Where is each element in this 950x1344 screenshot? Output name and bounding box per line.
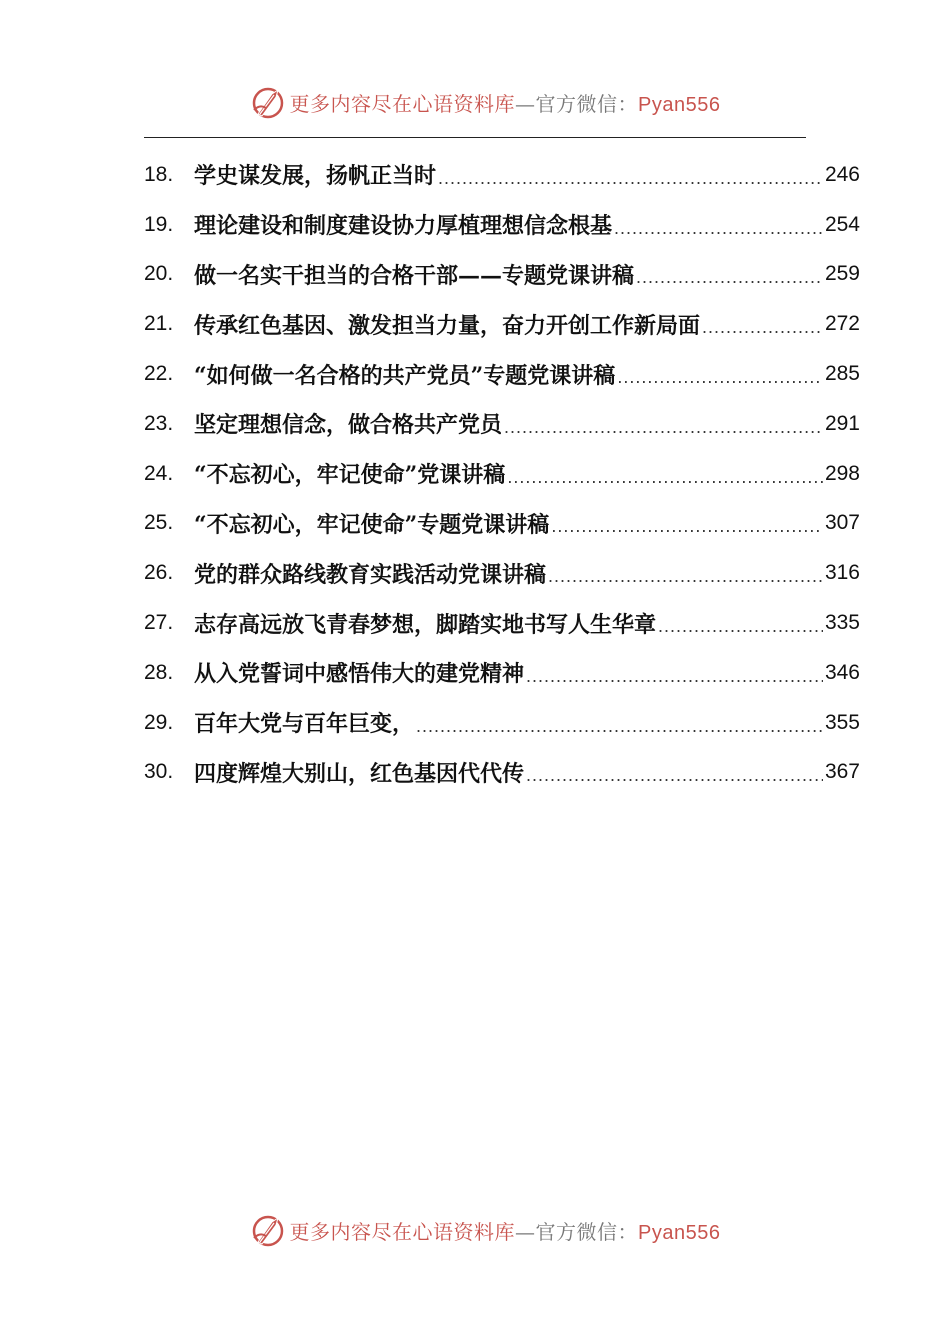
toc-entry-number: 27.	[144, 611, 174, 635]
toc-entry-title: 做一名实干担当的合格干部——专题党课讲稿	[194, 262, 635, 289]
toc-dot-leader	[507, 462, 823, 486]
banner-main-text: 更多内容尽在心语资料库	[289, 91, 516, 116]
banner-main-text: 更多内容尽在心语资料库	[289, 1219, 516, 1244]
toc-dot-leader	[526, 760, 823, 784]
toc-dot-leader	[526, 661, 823, 685]
toc-dot-leader	[636, 262, 823, 286]
toc-entry-number: 28.	[144, 660, 174, 684]
toc-entry-page: 355	[824, 710, 860, 734]
toc-entry[interactable]	[144, 748, 860, 798]
toc-entry-page: 291	[824, 411, 860, 435]
toc-dot-leader	[548, 561, 823, 585]
toc-entry[interactable]	[144, 250, 860, 300]
toc-entry[interactable]	[144, 698, 860, 748]
toc-entry-title: 坚定理想信念，做合格共产党员	[194, 412, 503, 439]
toc-dot-leader	[504, 412, 823, 436]
toc-entry-number: 20.	[144, 262, 174, 286]
toc-entry-number: 25.	[144, 511, 174, 535]
toc-dot-leader	[702, 312, 823, 336]
toc-entry-title: 传承红色基因、激发担当力量，奋力开创工作新局面	[194, 312, 701, 339]
toc-entry-title: 志存高远放飞青春梦想，脚踏实地书写人生华章	[194, 611, 657, 638]
toc-entry-page: 316	[824, 561, 860, 585]
toc-entry-number: 23.	[144, 411, 174, 435]
toc-entry-title: “如何做一名合格的共产党员”专题党课讲稿	[194, 362, 616, 389]
toc-entry-title: “不忘初心，牢记使命”专题党课讲稿	[194, 511, 550, 538]
pen-nib-logo-icon	[250, 1212, 286, 1248]
toc-entry-number: 18.	[144, 162, 174, 186]
banner-official-text: —官方微信：	[515, 91, 639, 116]
banner-wechat-id: Pyan556	[638, 1221, 721, 1244]
toc-entry-number: 21.	[144, 312, 174, 336]
toc-entry-number: 26.	[144, 561, 174, 585]
toc-entry[interactable]	[144, 449, 860, 499]
toc-entry-title: 理论建设和制度建设协力厚植理想信念根基	[194, 213, 613, 240]
header-banner-text	[290, 88, 721, 117]
toc-entry-page: 367	[824, 760, 860, 784]
toc-entry-title: 学史谋发展，扬帆正当时	[194, 163, 437, 190]
toc-entry[interactable]	[144, 150, 860, 200]
toc-entry-page: 285	[824, 362, 860, 386]
toc-entry-page: 298	[824, 461, 860, 485]
toc-entry-page: 259	[824, 262, 860, 286]
header-banner-content	[250, 84, 721, 120]
toc-entry-page: 272	[824, 312, 860, 336]
toc-entry-title: “不忘初心，牢记使命”党课讲稿	[194, 462, 506, 489]
footer-banner-content	[250, 1212, 721, 1248]
toc-dot-leader	[617, 362, 823, 386]
banner-official-text: —官方微信：	[515, 1219, 639, 1244]
toc-entry-number: 19.	[144, 212, 174, 236]
toc-entry-page: 254	[824, 212, 860, 236]
toc-entry[interactable]	[144, 548, 860, 598]
toc-dot-leader	[658, 611, 823, 635]
toc-entry-page: 335	[824, 611, 860, 635]
banner-wechat-id: Pyan556	[638, 93, 721, 116]
footer-banner	[0, 1210, 950, 1250]
toc-entry-title: 从入党誓词中感悟伟大的建党精神	[194, 661, 525, 688]
toc-entry-number: 22.	[144, 362, 174, 386]
toc-entry[interactable]	[144, 499, 860, 549]
toc-dot-leader	[416, 711, 823, 735]
footer-banner-text	[290, 1216, 721, 1245]
toc-entry[interactable]	[144, 349, 860, 399]
pen-nib-logo-icon	[250, 84, 286, 120]
toc-entry[interactable]	[144, 200, 860, 250]
toc-entry[interactable]	[144, 399, 860, 449]
toc-entry-title: 党的群众路线教育实践活动党课讲稿	[194, 561, 547, 588]
toc-entry-title: 百年大党与百年巨变，	[194, 711, 415, 738]
toc-dot-leader	[551, 511, 823, 535]
toc-dot-leader	[614, 213, 823, 237]
toc-entry-number: 29.	[144, 710, 174, 734]
toc-dot-leader	[438, 163, 823, 187]
toc-entry-title: 四度辉煌大别山，红色基因代代传	[194, 760, 525, 787]
toc-entry[interactable]	[144, 598, 860, 648]
toc-entry[interactable]	[144, 648, 860, 698]
toc-entry-number: 30.	[144, 760, 174, 784]
header-rule	[144, 137, 806, 138]
header-banner	[0, 82, 950, 122]
table-of-contents	[144, 150, 860, 797]
toc-entry-page: 346	[824, 660, 860, 684]
toc-entry-page: 246	[824, 162, 860, 186]
toc-entry[interactable]	[144, 299, 860, 349]
toc-entry-number: 24.	[144, 461, 174, 485]
toc-entry-page: 307	[824, 511, 860, 535]
